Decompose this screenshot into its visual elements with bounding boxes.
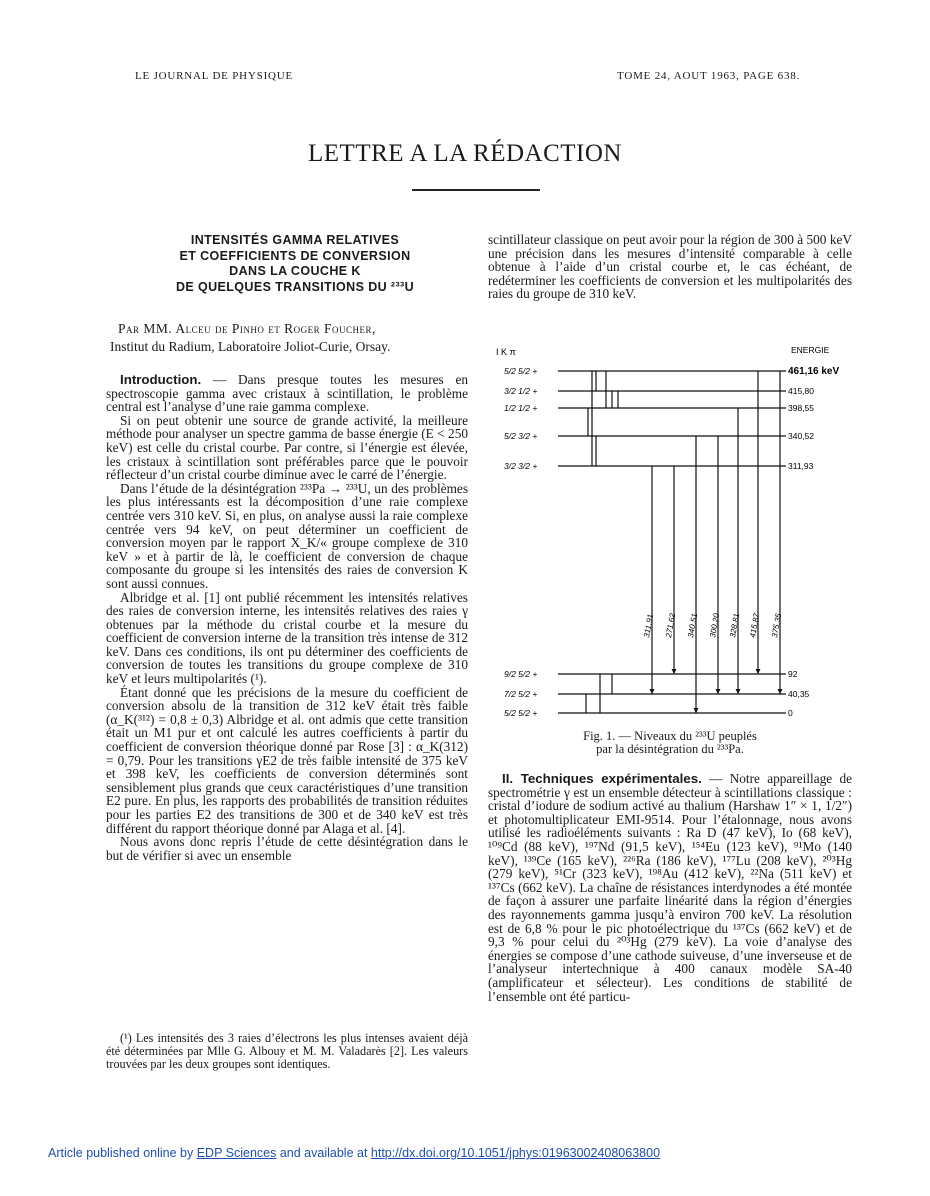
figure-header-left: I K π <box>496 347 516 357</box>
intro-paragraph <box>106 373 468 414</box>
transition-energy-label: 311,91 <box>642 613 656 639</box>
footnote: (¹) Les intensités des 3 raies d’électrons les plus intenses avaient déjà été déterminées par Mlle G. Albouy et M. M. Valadarès [2]. Les valeurs trouvées par les deux groupes sont identiques. <box>106 1031 468 1071</box>
article-title-line: DANS LA COUCHE K <box>229 264 361 278</box>
edp-sciences-link[interactable]: EDP Sciences <box>196 1146 277 1160</box>
author-block <box>110 320 470 356</box>
transition-energy-label: 271,62 <box>664 612 678 639</box>
section-2-paragraph <box>488 772 852 1003</box>
caption-line: Fig. 1. — Niveaux du ²³³U peuplés <box>583 729 757 743</box>
article-title-line: DE QUELQUES TRANSITIONS DU ²³³U <box>175 279 415 294</box>
volume-info: TOME 24, AOUT 1963, PAGE 638. <box>617 70 801 82</box>
article-title <box>130 233 460 295</box>
level-spin-label: 3/2 1/2 + <box>504 386 538 396</box>
publication-footer <box>48 1146 660 1160</box>
level-energy-label: 398,55 <box>788 403 814 413</box>
article-title-line: INTENSITÉS GAMMA RELATIVES <box>190 233 400 247</box>
authors: Par MM. Alceu de Pinho et Roger Foucher, <box>118 321 376 336</box>
level-energy-label: 40,35 <box>788 689 810 699</box>
body-paragraph: scintillateur classique on peut avoir pour la région de 300 à 500 keV une précision dans les mesures d’intensité comparable à celle obtenue à l’aide d’un cristal courbe et, le cas échéant, de redéterminer les coefficients de conversion et les multipolarités des raies du groupe de 310 keV. <box>488 232 852 302</box>
level-energy-label: 340,52 <box>788 431 814 441</box>
transition-arrowhead <box>736 689 741 694</box>
level-energy-label: 0 <box>788 708 793 718</box>
energy-levels <box>504 366 839 718</box>
intro-text: — Dans presque toutes les mesures en spectroscopie gamma avec cristaux à scintillation, le problème central est l’analyse d’une raie gamma complexe. <box>106 372 468 415</box>
section-2-heading: II. Techniques expérimentales. <box>502 771 702 786</box>
section-title: LETTRE A LA RÉDACTION <box>308 140 622 167</box>
body-paragraph: Étant donné que les précisions de la mesure du coefficient de conversion absolu de la transition de 312 keV était très faible (α_K(³¹²) = 0,8 ± 0,3) Albridge et al. ont admis que cette transition était un M1 pur et ont calculé les autres coefficients à partir du coefficient de conversion théorique donné par Rose [3] : α_K(312) = 0,79. Pour les transitions γE2 de très faible intensité de 375 keV et 398 keV, les coefficients de conversion déterminés sont sensiblement plus grands que ceux caractéristiques d’une transition E2 pure. En plus, les rapports des probabilités de transition réduites pour les parties E2 des transitions de 300 et de 340 keV est très différent du rapport théorique donné par Alaga et al. [4]. <box>106 684 468 836</box>
level-energy-label: 311,93 <box>788 461 814 471</box>
figure-caption <box>488 730 852 756</box>
level-spin-label: 3/2 3/2 + <box>504 461 538 471</box>
transition-energy-label: 300,20 <box>708 612 722 639</box>
level-spin-label: 5/2 5/2 + <box>504 366 538 376</box>
level-spin-label: 1/2 1/2 + <box>504 403 538 413</box>
body-paragraph: Albridge et al. [1] ont publié récemment les intensités relatives des raies de conversion interne, les intensités relatives des raies γ obtenues par la méthode du cristal courbe et la mesure du coefficient de conversion interne de la transition très intense de 312 keV. Dans ces conditions, ils ont pu déterminer des coefficients de conversion de toutes les transitions du groupe complexe de 310 keV et leurs multipolarités (¹). <box>106 589 468 687</box>
body-paragraph: Dans l’étude de la désintégration ²³³Pa → ²³³U, un des problèmes les plus intéressants est la décomposition d’une raie complexe centrée vers 310 keV. Si, en plus, on analyse aussi la raie complexe centrée vers 94 keV, on peut déterminer un coefficient de conversion moyen par le rapport X_K/« groupe complexe de 310 keV » et à partir de là, le coefficient de conversion de chaque composante du groupe si les intensités des raies de conversion K sont aussi connues. <box>106 480 468 591</box>
level-spin-label: 7/2 5/2 + <box>504 689 538 699</box>
left-column <box>106 373 468 862</box>
transition-energy-label: 328,81 <box>728 612 742 639</box>
doi-link[interactable]: http://dx.doi.org/10.1051/jphys:01963002408063800 <box>370 1146 661 1160</box>
level-scheme-figure <box>488 338 852 723</box>
footer-middle: and available at <box>276 1146 371 1160</box>
level-spin-label: 9/2 5/2 + <box>504 669 538 679</box>
transition-arrowhead <box>650 689 655 694</box>
transition-energy-label: 340,51 <box>686 612 700 639</box>
right-column-top <box>488 233 852 301</box>
journal-name: LE JOURNAL DE PHYSIQUE <box>135 70 294 82</box>
gamma-transitions <box>586 371 783 713</box>
section-2 <box>488 772 852 1003</box>
body-paragraph: Nous avons donc repris l’étude de cette désintégration dans le but de vérifier si avec un ensemble <box>106 834 468 863</box>
footer-prefix: Article published online by <box>48 1146 197 1160</box>
transition-arrowhead <box>778 689 783 694</box>
transition-arrowhead <box>756 669 761 674</box>
level-spin-label: 5/2 5/2 + <box>504 708 538 718</box>
transition-arrowhead <box>672 669 677 674</box>
level-energy-label: 415,80 <box>788 386 814 396</box>
transition-arrowhead <box>694 708 699 713</box>
intro-heading: Introduction. <box>120 372 202 387</box>
level-energy-label: 92 <box>788 669 798 679</box>
title-rule <box>412 189 540 191</box>
level-energy-label: 461,16 keV <box>788 366 840 377</box>
transition-energy-label: 375,35 <box>770 612 784 639</box>
body-paragraph: Si on peut obtenir une source de grande activité, la meilleure méthode pour analyser un spectre gamma de basse énergie (E < 250 keV) est celle du cristal courbe. Par contre, si l’énergie est élevée, les cristaux à scintillation sont préférables parce que le pouvoir réflecteur d’un cristal courbe diminue avec le carré de l’énergie. <box>106 412 468 483</box>
level-spin-label: 5/2 3/2 + <box>504 431 538 441</box>
caption-line: par la désintégration du ²³³Pa. <box>596 742 744 756</box>
affiliation: Institut du Radium, Laboratoire Joliot-Curie, Orsay. <box>110 339 391 354</box>
figure-header-right: ENERGIE <box>791 345 830 355</box>
article-title-line: ET COEFFICIENTS DE CONVERSION <box>179 248 411 263</box>
transition-arrowhead <box>716 689 721 694</box>
section-2-text: — Notre appareillage de spectrométrie γ est un ensemble détecteur à scintillations classique : cristal d’iodure de sodium activé au thalium (Harshaw 1″ × 1, 1/2″) et photomultiplicateur EMI-9514. Pour l’étalonnage, nous avons utilisé les radioéléments suivants : Ra D (47 keV), Io (68 keV), ¹⁰⁹Cd (88 keV), ¹⁹⁷Nd (91,5 keV), ¹⁵⁴Eu (123 keV), ⁹¹Mo (140 keV), ¹³⁹Ce (165 keV), ²²⁶Ra (186 keV), ¹⁷⁷Lu (208 keV), ²⁰³Hg (279 keV), ⁵¹Cr (323 keV), ¹⁹⁸Au (412 keV), ²²Na (511 keV) et ¹³⁷Cs (662 keV). La chaîne de résistances interdynodes a été montée de façon à assurer une parfaite linéarité dans la région d’énergies des rayonnements gamma jusqu’à environ 700 keV. La résolution est de 6,8 % pour le pic photoélectrique du ¹³⁷Cs (662 keV) et de 9,3 % pour celui du ²⁰³Hg (279 keV). La voie d’analyse des énergies se compose d’une cathode suiveuse, d’une inverseuse et de l’analyseur intertechnique à 400 canaux modèle SA-40 (amplificateur et sélecteur). Les conditions de stabilité de l’ensemble ont été particu- <box>488 771 852 1004</box>
transition-energy-label: 415,87 <box>748 612 762 639</box>
